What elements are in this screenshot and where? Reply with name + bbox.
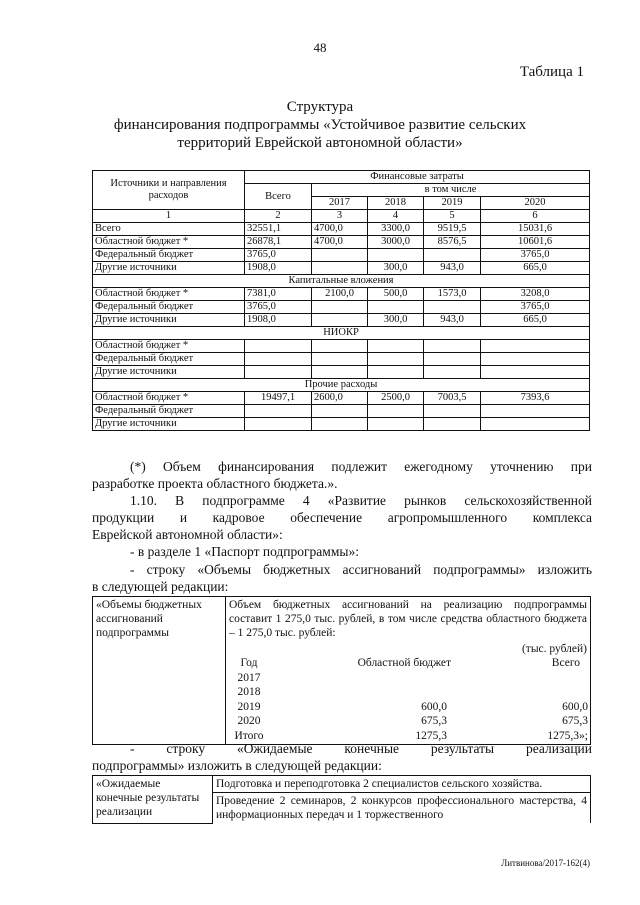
total-cell: 1275,3»; [547,729,588,742]
regional-cell [269,685,469,700]
row-name: Федеральный бюджет [93,405,245,418]
title-line-2: финансирования подпрограммы «Устойчивое развитие сельских [113,117,527,133]
paragraph-section: - в разделе 1 «Паспорт подпрограммы»: [130,544,359,559]
table-row [93,262,590,275]
table-row [229,700,588,715]
cell-total: 26878,1 [245,236,312,249]
volumes-content [226,597,591,745]
header-year: 2019 [424,197,481,210]
volumes-label: «Объемы бюджетных ассигнований подпрограммы [93,597,226,745]
footer-code: Литвинова/2017-162(4) [501,858,590,868]
paragraph-line-3: Еврейской автономной области»: [92,527,283,542]
results-item-1: Подготовка и переподготовка 2 специалистов сельского хозяйства. [213,776,591,793]
row-name: Другие источники [93,418,245,431]
row-name: Федеральный бюджет [93,353,245,366]
cell-2020: 3765,0 [481,249,590,262]
row-name: Областной бюджет * [93,340,245,353]
results-table [92,775,591,824]
header-costs: Финансовые затраты [245,171,590,184]
cell-2017 [312,314,368,327]
cell-2018: 3300,0 [368,223,424,236]
column-number: 3 [312,210,368,223]
table-row [93,288,590,301]
table-row [93,236,590,249]
table-row [93,249,590,262]
cell-2020: 15031,6 [481,223,590,236]
paragraph-line-1: - строку «Объемы бюджетных ассигнований подпрограммы» изложить [130,562,592,577]
cell-2019: 9519,5 [424,223,481,236]
table-row [229,714,588,729]
cell-2018: 500,0 [368,288,424,301]
header-year: 2020 [481,197,590,210]
paragraph-1-10 [92,492,592,543]
section-niokr-heading: НИОКР [93,327,590,340]
results-item-2: Проведение 2 семинаров, 2 конкурсов профессионального мастерства, 4 информационных передач и 1 торжественного [213,793,591,824]
results-label: «Ожидаемые конечные результаты реализации [93,776,213,824]
section-other-heading: Прочие расходы [93,379,590,392]
title-line-1: Структура [286,99,354,115]
table-row [93,353,590,366]
year-cell: 2017 [237,671,261,684]
cell-2017 [312,301,368,314]
cell-2017 [312,262,368,275]
cell-2017 [312,249,368,262]
volumes-year-table [229,656,588,743]
cell-total: 3765,0 [245,301,312,314]
row-name: Другие источники [93,262,245,275]
total-cell: 600,0 [562,700,588,713]
cell-2019: 1573,0 [424,288,481,301]
paragraph-volumes-line [92,561,592,595]
year-cell: Итого [234,729,264,742]
cell-2020: 7393,6 [481,392,590,405]
paragraph-line-1: 1.10. В подпрограмме 4 «Развитие рынков сельскохозяйственной [130,493,592,508]
footnote-line-2: разработке проекта областного бюджета.». [92,476,338,491]
regional-cell: 1275,3 [415,729,447,742]
table-row [229,685,588,700]
year-cell: 2018 [237,686,261,698]
cell-2020: 3765,0 [481,301,590,314]
header-regional: Областной бюджет [357,657,451,669]
page-number: 48 [313,40,327,55]
row-name: Другие источники [93,366,245,379]
cell-2017: 2100,0 [312,288,368,301]
cell-2020: 10601,6 [481,236,590,249]
financing-table [92,170,590,431]
cell-2018: 300,0 [368,314,424,327]
paragraph-results-line [92,740,592,774]
volumes-unit: (тыс. рублей) [521,643,587,655]
column-number: 1 [93,210,245,223]
cell-2020: 3208,0 [481,288,590,301]
total-cell [469,671,588,686]
cell-2019 [424,301,481,314]
header-including: в том числе [312,184,590,197]
row-name: Областной бюджет * [93,236,245,249]
paragraph-line-1: - строку «Ожидаемые конечные результаты реализации [130,741,592,756]
table-row [93,392,590,405]
cell-2019: 8576,5 [424,236,481,249]
total-cell: 675,3 [562,715,588,727]
cell-total: 3765,0 [245,249,312,262]
header-year: 2017 [312,197,368,210]
paragraph-line-2: в следующей редакции: [92,579,229,594]
cell-2018: 3000,0 [368,236,424,249]
table-label: Таблица 1 [519,64,584,80]
column-number: 5 [424,210,481,223]
paragraph-line-2: продукции и кадровое обеспечение агропромышленного комплекса [92,510,592,525]
title-line-3: территорий Еврейской автономной области» [177,135,463,151]
header-year: Год [240,657,258,669]
table-row [93,314,590,327]
cell-2017: 2600,0 [312,392,368,405]
cell-2018: 2500,0 [368,392,424,405]
table-row [93,405,590,418]
regional-cell: 600,0 [421,700,447,713]
cell-total: 1908,0 [245,262,312,275]
cell-2020: 665,0 [481,314,590,327]
header-total: Всего [245,184,312,210]
cell-2018: 300,0 [368,262,424,275]
cell-total: 19497,1 [245,392,312,405]
cell-2020: 665,0 [481,262,590,275]
table-row [93,301,590,314]
row-name: Областной бюджет * [93,288,245,301]
cell-2017: 4700,0 [312,236,368,249]
cell-2019: 943,0 [424,262,481,275]
cell-2019: 943,0 [424,314,481,327]
header-year: 2018 [368,197,424,210]
cell-2019: 7003,5 [424,392,481,405]
header-total: Всего [551,657,580,669]
table-row [93,366,590,379]
cell-total: 1908,0 [245,314,312,327]
cell-2017: 4700,0 [312,223,368,236]
cell-total: 32551,1 [245,223,312,236]
regional-cell: 675,3 [421,715,447,727]
footnote [92,458,592,492]
header-sources: Источники и направления расходов [93,171,245,210]
budget-volumes-table [92,596,591,745]
year-cell: 2019 [237,700,261,713]
document-title [0,98,640,152]
row-name: Федеральный бюджет [93,249,245,262]
table-row [93,418,590,431]
section-capital-heading: Капитальные вложения [93,275,590,288]
year-cell: 2020 [237,715,261,727]
column-number: 4 [368,210,424,223]
cell-2018 [368,301,424,314]
footnote-line-1: (*) Объем финансирования подлежит ежегодному уточнению при [130,459,592,474]
column-number: 6 [481,210,590,223]
paragraph-line-2: подпрограммы» изложить в следующей редакции: [92,758,382,773]
row-name: Другие источники [93,314,245,327]
cell-2018 [368,249,424,262]
total-cell [469,685,588,700]
column-number: 2 [245,210,312,223]
table-row [93,340,590,353]
cell-2019 [424,249,481,262]
table-row [93,223,590,236]
volumes-text: Объем бюджетных ассигнований на реализацию подпрограммы составит 1 275,0 тыс. рублей, в том числе средства областного бюджета – 1 275,0 тыс. рублей: [229,599,587,639]
table-row [229,671,588,686]
regional-cell [269,671,469,686]
row-name: Областной бюджет * [93,392,245,405]
cell-total: 7381,0 [245,288,312,301]
row-name: Всего [93,223,245,236]
row-name: Федеральный бюджет [93,301,245,314]
